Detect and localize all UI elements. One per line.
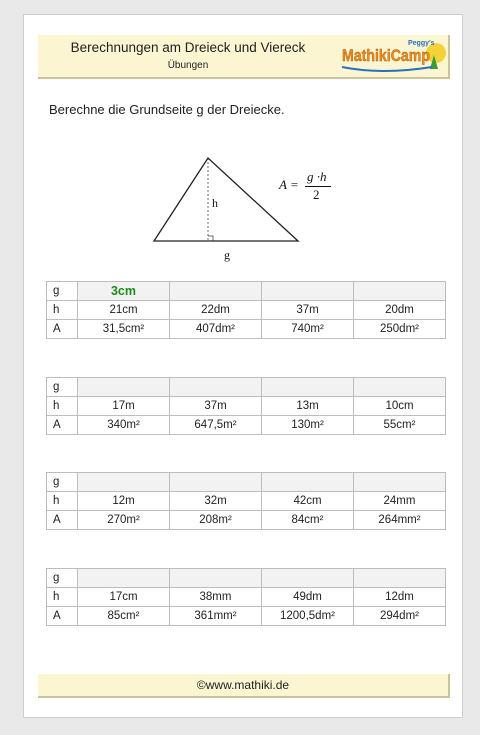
mathiki-camp-logo	[338, 35, 450, 77]
height-label: h	[212, 196, 218, 210]
row-label: g	[47, 282, 78, 301]
answer-cell[interactable]	[354, 378, 446, 397]
table-row	[47, 511, 446, 530]
table-row	[47, 473, 446, 492]
formula-lhs: A =	[279, 177, 299, 192]
row-label: g	[47, 378, 78, 397]
formula-numerator: g ·h	[307, 169, 327, 184]
base-label: g	[224, 248, 230, 262]
height-cell: 12m	[78, 492, 170, 511]
page-title: Berechnungen am Dreieck und Viereck	[70, 40, 306, 55]
area-cell: 740m²	[262, 320, 354, 339]
triangle-shape	[154, 158, 298, 241]
formula-denominator: 2	[313, 187, 320, 202]
worksheet-page	[23, 14, 463, 718]
row-label: A	[47, 511, 78, 530]
row-label: g	[47, 569, 78, 588]
row-label: h	[47, 588, 78, 607]
answer-cell[interactable]: 3cm	[78, 282, 170, 301]
height-cell: 49dm	[262, 588, 354, 607]
answer-cell[interactable]	[354, 282, 446, 301]
table-row	[47, 397, 446, 416]
answer-cell[interactable]	[262, 473, 354, 492]
height-cell: 10cm	[354, 397, 446, 416]
page-subtitle: Übungen	[167, 60, 209, 71]
row-label: A	[47, 416, 78, 435]
height-cell: 38mm	[170, 588, 262, 607]
table-row	[47, 301, 446, 320]
height-cell: 17m	[78, 397, 170, 416]
exercise-table-3	[46, 472, 446, 530]
area-cell: 1200,5dm²	[262, 607, 354, 626]
area-cell: 85cm²	[78, 607, 170, 626]
row-label: h	[47, 397, 78, 416]
area-cell: 55cm²	[354, 416, 446, 435]
area-cell: 647,5m²	[170, 416, 262, 435]
row-label: g	[47, 473, 78, 492]
table-row	[47, 607, 446, 626]
height-cell: 22dm	[170, 301, 262, 320]
area-cell: 208m²	[170, 511, 262, 530]
height-cell: 20dm	[354, 301, 446, 320]
answer-cell[interactable]	[170, 378, 262, 397]
area-cell: 31,5cm²	[78, 320, 170, 339]
logo-swoosh-icon	[342, 67, 432, 71]
row-label: A	[47, 607, 78, 626]
table-row	[47, 569, 446, 588]
answer-cell[interactable]	[262, 378, 354, 397]
right-angle-icon	[208, 236, 213, 241]
triangle-figure	[134, 145, 364, 285]
row-label: h	[47, 492, 78, 511]
area-cell: 270m²	[78, 511, 170, 530]
height-cell: 12dm	[354, 588, 446, 607]
height-cell: 24mm	[354, 492, 446, 511]
footer-banner	[38, 674, 450, 698]
answer-cell[interactable]	[170, 569, 262, 588]
area-cell: 264mm²	[354, 511, 446, 530]
answer-cell[interactable]	[262, 282, 354, 301]
height-cell: 32m	[170, 492, 262, 511]
header-banner	[38, 35, 450, 79]
table-row	[47, 282, 446, 301]
answer-cell[interactable]	[78, 378, 170, 397]
row-label: h	[47, 301, 78, 320]
footer-copyright[interactable]: ©www.mathiki.de	[196, 678, 290, 692]
height-cell: 37m	[170, 397, 262, 416]
answer-cell[interactable]	[78, 473, 170, 492]
logo-main-text: MathikiCamp	[342, 46, 430, 65]
table-row	[47, 378, 446, 397]
height-cell: 21cm	[78, 301, 170, 320]
area-cell: 130m²	[262, 416, 354, 435]
logo-top-text: Peggy's	[408, 40, 435, 47]
height-cell: 37m	[262, 301, 354, 320]
area-cell: 250dm²	[354, 320, 446, 339]
area-cell: 294dm²	[354, 607, 446, 626]
area-cell: 407dm²	[170, 320, 262, 339]
answer-cell[interactable]	[354, 473, 446, 492]
answer-cell[interactable]	[78, 569, 170, 588]
table-row	[47, 492, 446, 511]
answer-cell[interactable]	[262, 569, 354, 588]
table-row	[47, 588, 446, 607]
row-label: A	[47, 320, 78, 339]
exercise-table-4	[46, 568, 446, 626]
exercise-table-2	[46, 377, 446, 435]
height-cell: 42cm	[262, 492, 354, 511]
task-instruction: Berechne die Grundseite g der Dreiecke.	[49, 102, 285, 117]
height-cell: 17cm	[78, 588, 170, 607]
table-row	[47, 416, 446, 435]
answer-cell[interactable]	[170, 282, 262, 301]
exercise-table-1	[46, 281, 446, 339]
table-row	[47, 320, 446, 339]
area-cell: 340m²	[78, 416, 170, 435]
area-cell: 84cm²	[262, 511, 354, 530]
area-cell: 361mm²	[170, 607, 262, 626]
height-cell: 13m	[262, 397, 354, 416]
answer-cell[interactable]	[170, 473, 262, 492]
answer-cell[interactable]	[354, 569, 446, 588]
